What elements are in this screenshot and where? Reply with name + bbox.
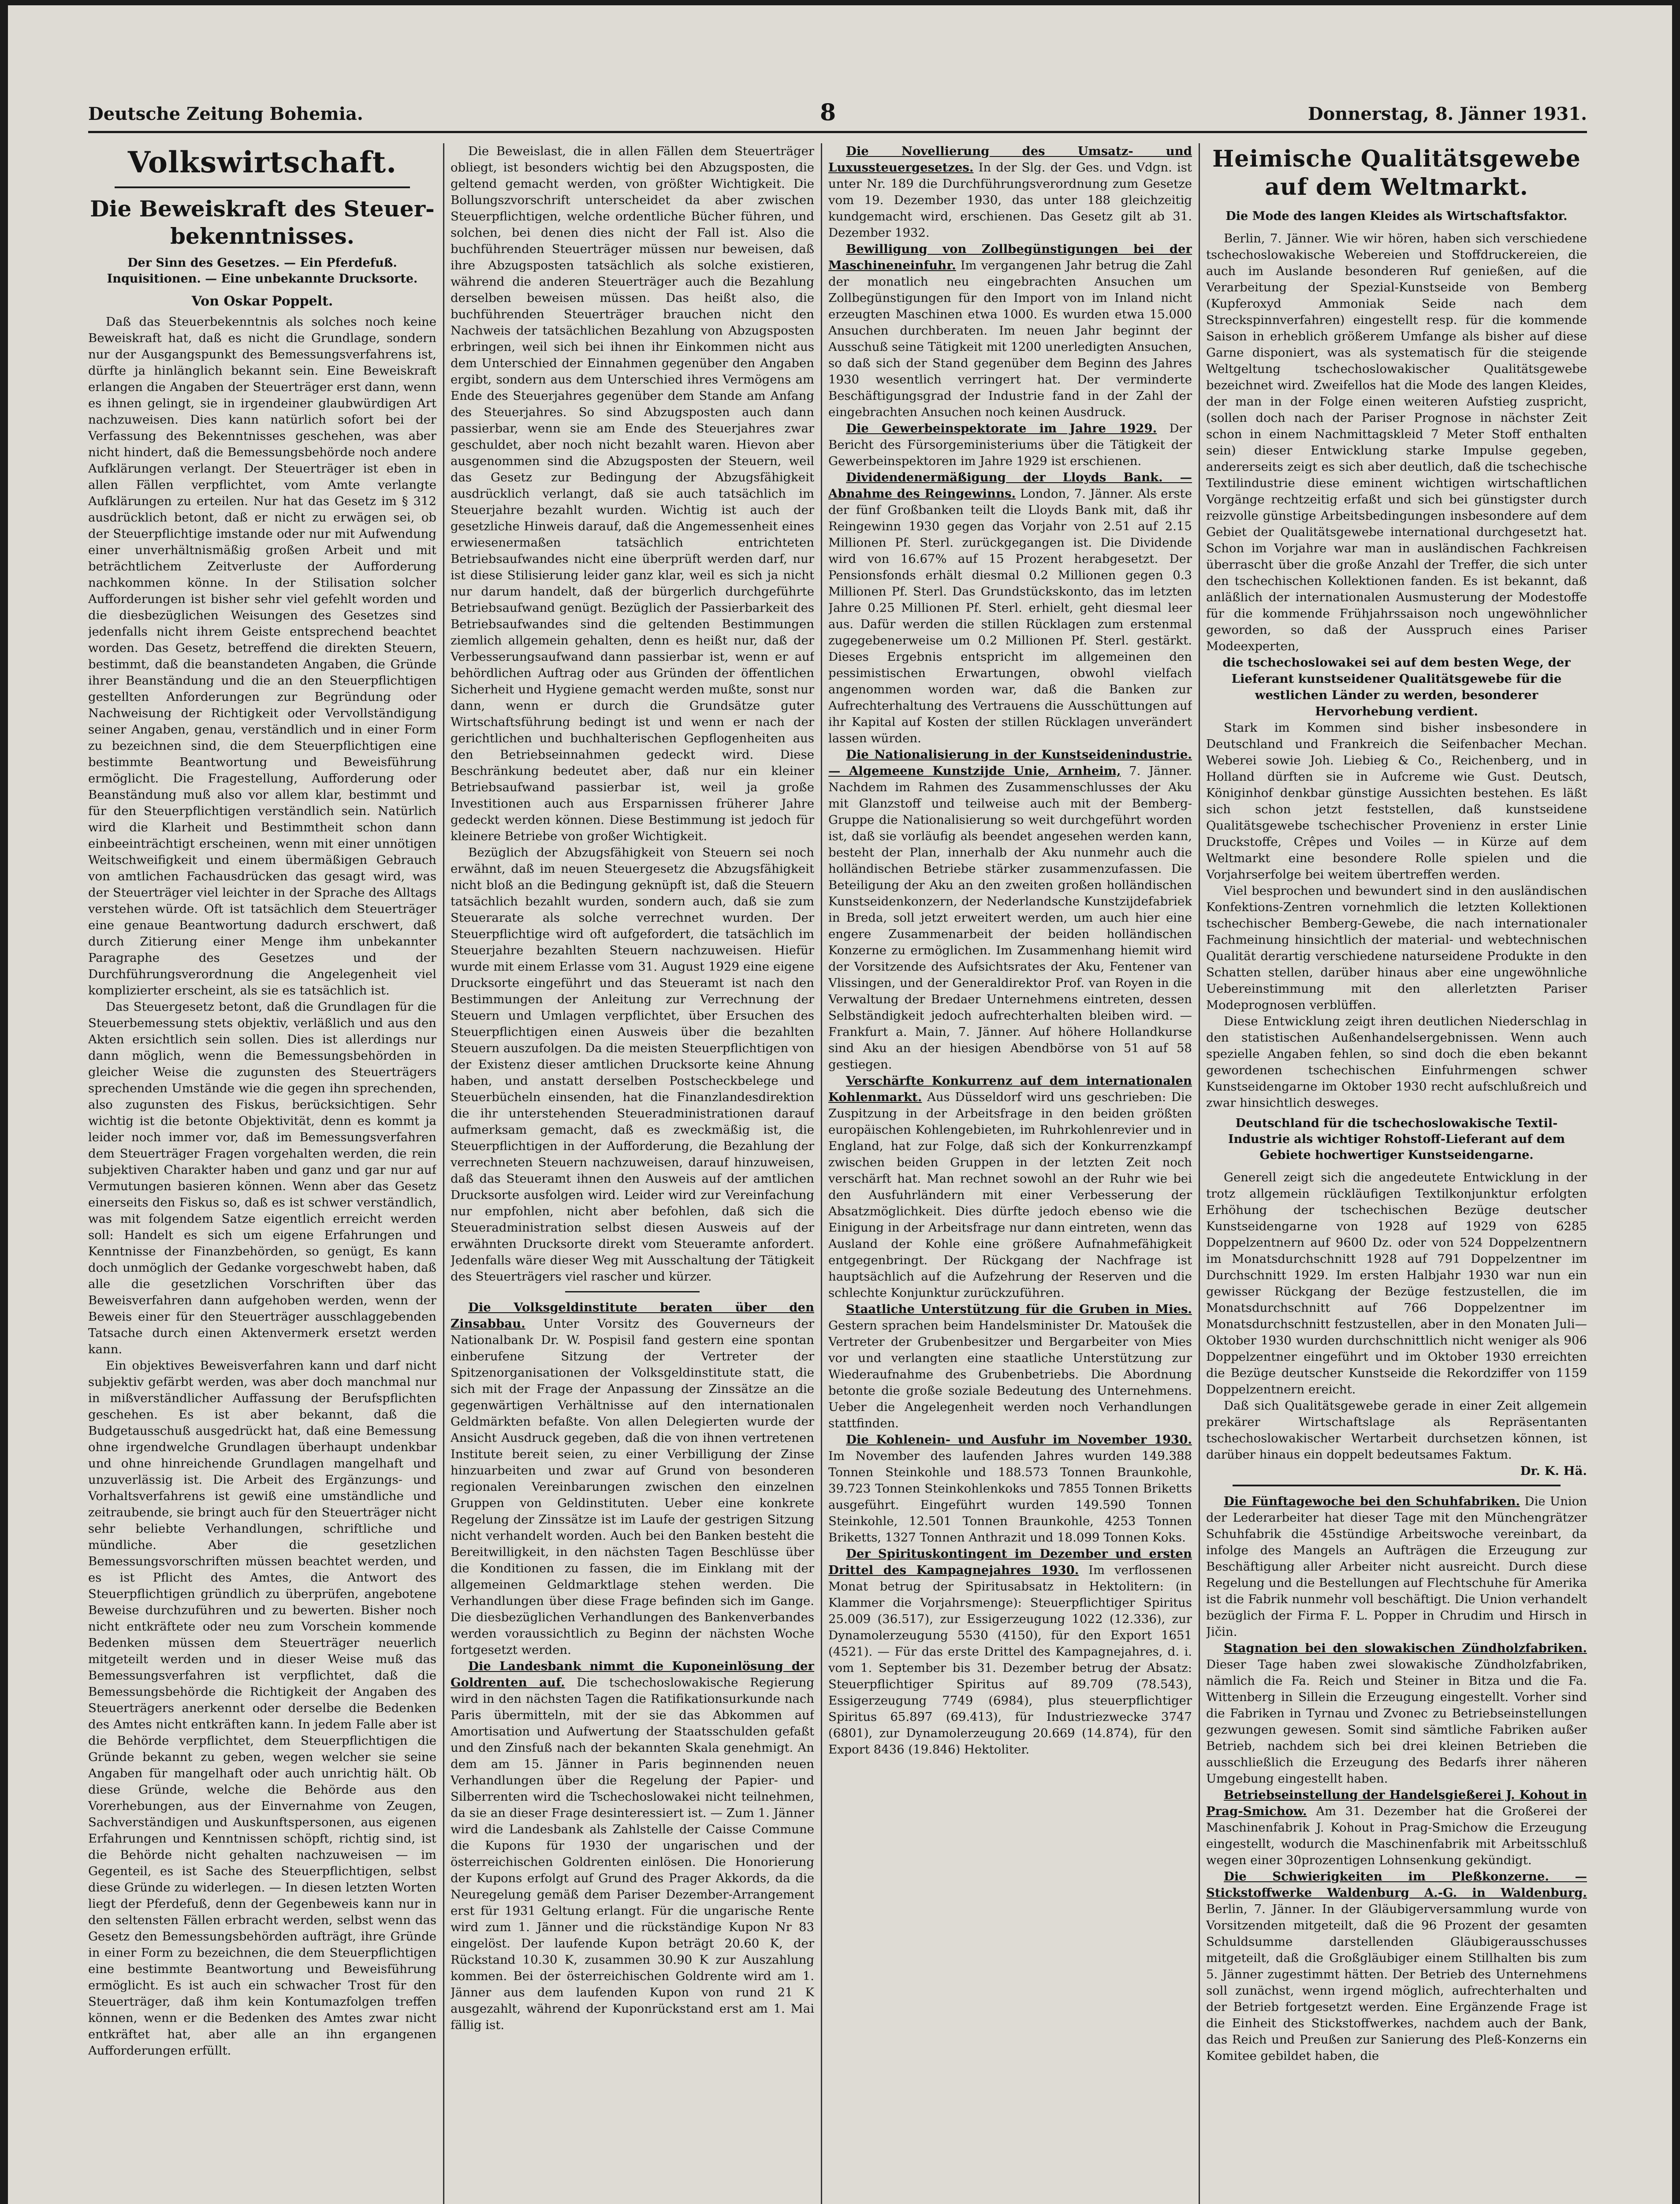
separator [565, 1291, 700, 1292]
paragraph: Daß sich Qualitätsgewebe gerade in einer Zeit allgemein prekärer Wirtschaftslage als Repräsentanten tschechoslowakischer Wertarbeit durchsetzen können, ist darüber hinaus ein doppelt bedeutsames Faktum. [1206, 1399, 1587, 1462]
news-headline: Deutschland für die tschechoslowakische Textil-Industrie als wichtiger Rohstoff-Lieferant auf dem Gebiete hochwertiger Kunstseidengarne. [1228, 1117, 1565, 1162]
news-item [1206, 1493, 1587, 1640]
news-item [828, 241, 1192, 421]
running-head [88, 99, 1587, 130]
news-body: Im November des laufenden Jahres wurden 149.388 Tonnen Steinkohle und 188.573 Tonnen Braunkohle, 39.723 Tonnen Steinkohlenkoks und 7855 Tonnen Briketts ausgeführt. Eingeführt wurden 149.590 Tonnen Steinkohle, 12.501 Tonnen Braunkohle, 4253 Tonnen Briketts, 1327 Tonnen Anthrazit und 18.099 Tonnen Koks. [828, 1449, 1192, 1545]
scan-edge-top [0, 0, 1680, 5]
news-body: Dieser Tage haben zwei slowakische Zündholzfabriken, nämlich die Fa. Reich und Steiner in Bitza und die Fa. Wittenberg in Sillein die Erzeugung eingestellt. Vorher sind die Fabriken in Tyrnau und Zvonec zu Betriebseinstellungen gezwungen gewesen. Somit sind sämtliche Fabriken außer Betrieb, nachdem sich bei drei kleinen Betrieben die ausschließlich die Erzeugung des Bedarfs ihrer näheren Umgebung eingestellt haben. [1206, 1657, 1587, 1786]
section-title: Volkswirtschaft. [127, 145, 397, 179]
news-item [828, 1301, 1192, 1432]
column-3 [828, 143, 1192, 2204]
news-item [1206, 1869, 1587, 2064]
paragraph: Berlin, 7. Jänner. Wie wir hören, haben sich verschiedene tschechoslowakische Webereien und Stoffdruckereien, die auch im Auslande besonderen Ruf genießen, auf die Verarbeitung der Spezial-Kunstseide von Bemberg (Kupferoxyd Ammoniak Seide nach dem Streckspinnverfahren) eingestellt resp. für die kommende Saison in erheblich größerem Umfange als bisher auf diese Garne disponiert, was als systematisch für die steigende Weltgeltung tschechoslowakischer Qualitätsgewebe bezeichnet wird. Zweifellos hat die Mode des langen Kleides, der man in der Folge einen weiteren Aufstieg zuspricht, (sollen doch nach der Pariser Prognose in nächster Zeit schon in einem Nachmittagskleid 7 Meter Stoff enthalten sein) dieser Entwicklung starke Impulse gegeben, andererseits zeigt es sich aber deutlich, daß die tschechische Textilindustrie diese eminent wichtigen wirtschaftlichen Vorgänge rechtzeitig erfaßt und sich bei günstigster durch reizvolle günstige Arbeitsbedingungen insbesondere auf dem Gebiet der Qualitätsgewebe international durchgesetzt hat. Schon im Vorjahre war man in ausländischen Fachkreisen überrascht über die große Anzahl der Treffer, die sich unter den tschechischen Kollektionen fanden. Es ist bekannt, daß anläßlich der internationalen Ausmusterung der Modestoffe für die kommende Frühjahrssaison noch ungewöhnlicher geworden, so daß der Ausspruch eines Pariser Modeexperten, [1206, 231, 1587, 653]
issue-date: Donnerstag, 8. Jänner 1931. [1307, 104, 1587, 124]
column-rule [1199, 143, 1200, 2204]
paragraph: Viel besprochen und bewundert sind in den ausländischen Konfektions-Zentren vornehmlich die letzten Kollektionen tschechischer Bemberg-Gewebe, die nach internationaler Fachmeinung hinsichtlich der material- und webtechnischen Qualität derartig verschiedene naturseidene Produkte in den Schatten stellen, darüber hinaus aber eine ungewöhnliche Uebereinstimmung mit den allerletzten Pariser Modeprognosen verblüffen. [1206, 884, 1587, 1012]
news-body: In der Slg. der Ges. und Vdgn. ist unter Nr. 189 die Durchführungsverordnung zum Gesetze vom 19. Dezember 1930, das unter 188 gleichzeitig kundgemacht wird, erschienen. Das Gesetz gilt ab 31. Dezember 1932. [828, 160, 1192, 240]
article-subtitle: Der Sinn des Gesetzes. — Ein Pferdefuß. Inquisitionen. — Eine unbekannte Drucksorte. [107, 256, 418, 286]
news-item [828, 469, 1192, 747]
header-rule [88, 131, 1587, 133]
article-title: Die Beweiskraft des Steuer-bekenntnisses. [90, 196, 435, 249]
paragraph: Daß das Steuerbekenntnis als solches noch keine Beweiskraft hat, daß es nicht die Grundlage, sondern nur der Ausgangspunkt des Bemessungsverfahrens ist, dürfte ja hinlänglich bekannt sein. Eine Beweiskraft erlangen die Angaben der Steuerträger erst dann, wenn es ihnen gelingt, sie in irgendeiner glaubwürdigen Art nachzuweisen. Dies kann natürlich sofort bei der Verfassung des Bekenntnisses geschehen, was aber nicht hindert, daß die Bemessungsbehörde noch andere Aufklärungen verlangt. Der Steuerträger ist eben in allen Fällen verpflichtet, vom Amte verlangte Aufklärungen zu erteilen. Nur hat das Gesetz im § 312 ausdrücklich betont, daß er nicht zu erwägen sei, ob der Steuerpflichtige imstande oder nur mit Aufwendung einer unverhältnismäßig großen Arbeit und mit beträchtlichem Zeitverluste der Aufforderung nachkommen könne. In der Stilisation solcher Aufforderungen ist bisher sehr viel gefehlt worden und die diesbezüglichen Weisungen des Gesetzes sind jedenfalls nicht ihrem Geiste entsprechend beachtet worden. Das Gesetz, betreffend die direkten Steuern, bestimmt, daß die beanstandeten Angaben, die Gründe ihrer Beanständung und die an den Steuerpflichtigen gestellten Anforderungen zur Begründung oder Nachweisung der Richtigkeit oder Vervollständigung seiner Angaben, genau, verständlich und in einer Form zu bezeichnen sind, die dem Steuerpflichtigen eine bestimmte Beantwortung und Beweisführung ermöglicht. Die Fragestellung, Aufforderung oder Beanständung muß also vor allem klar, bestimmt und für den Steuerpflichtigen verständlich sein. Natürlich wird die Klarheit und Bestimmtheit schon dann einbeeinträchtigt erscheinen, wenn mit einer unnötigen Weitschweifigkeit und einem übermäßigen Gebrauch von amtlichen Fachausdrücken das gesagt wird, was der Steuerträger viel leichter in der Sprache des Alltags verstehen würde. Oft ist tatsächlich dem Steuerträger eine genaue Beantwortung dadurch erschwert, daß durch Zitierung einer Menge ihm unbekannter Paragraphe des Gesetzes und der Durchführungsverordnung die Angelegenheit viel komplizierter erscheint, als sie es tatsächlich ist. [88, 315, 436, 998]
paragraph: Diese Entwicklung zeigt ihren deutlichen Niederschlag in den statistischen Außenhandelsergebnissen. Wenn auch spezielle Angaben fehlen, so sind doch die eben bekannt gewordenen tschechischen Einfuhrmengen schwer Kunstseidengarne im Oktober 1930 recht aufschlußreich und zwar hinsichtlich desweges. [1206, 1014, 1587, 1110]
news-headline: Die Nationalisierung in der Kunstseidenindustrie. — Algemeene Kunstzijde Unie, Arnheim, [828, 748, 1192, 778]
column-1 [88, 143, 436, 2204]
byline: Von Oskar Poppelt. [191, 294, 333, 309]
news-headline: Die Volksgeldinstitute beraten über den Zinsabbau. [451, 1300, 814, 1331]
column-4 [1206, 143, 1587, 2204]
news-item [828, 421, 1192, 469]
news-item [451, 1299, 814, 1658]
paragraph: Die Beweislast, die in allen Fällen dem Steuerträger obliegt, ist besonders wichtig bei den Abzugsposten, die geltend gemacht werden, von größter Wichtigkeit. Die Bollungszvorschrift unterscheidet da aber zwischen Steuerpflichtigen, welche ordentliche Bücher führen, und solchen, bei denen dies nicht der Fall ist. Also die buchführenden Steuerträger müssen nur beweisen, daß ihre Abzugsposten tatsächlich als solche existieren, während die anderen Steuerträger auch die Bezahlung derselben beweisen müssen. Das heißt also, die buchführenden Steuerträger brauchen nicht den Nachweis der tatsächlichen Bezahlung von Abzugsposten erbringen, weil sich bei ihnen ihr Einkommen nicht aus dem Unterschied der Einnahmen gegenüber den Angaben ergibt, sondern aus dem Unterschied ihres Vermögens am Ende des Steuerjahres gegenüber dem Stande am Anfang des Steuerjahres. So sind Abzugsposten auch dann passierbar, wenn sie am Ende des Steuerjahres zwar geschuldet, aber noch nicht bezahlt waren. Hievon aber ausgenommen sind die Abzugsposten der Steuern, weil das Gesetz zur Bedingung der Abzugsfähigkeit ausdrücklich verlangt, daß sie auch tatsächlich im Steuerjahre bezahlt wurden. Wichtig ist auch der gesetzliche Hinweis darauf, daß die Angemessenheit eines erwiesenermaßen tatsächlich entrichteten Betriebsaufwandes nicht eine überprüft werden darf, nur ist diese Stilisierung leider ganz klar, weil es sich ja nicht nur darum handelt, daß der bürgerlich durchgeführte Betriebsaufwand genügt. Bezüglich der Passierbarkeit des Betriebsaufwandes sind die geltenden Bestimmungen ziemlich allgemein gehalten, denn es heißt nur, daß der Verbesserungsaufwand dann passierbar ist, wenn er auf behördlichen Auftrag oder aus Gründen der öffentlichen Sicherheit und Hygiene gemacht werden mußte, sonst nur dann, wenn er durch die Grundsätze guter Wirtschaftsführung bedingt ist und wenn er nach der gerichtlichen und buchhalterischen Gepflogenheiten aus den Betriebseinnahmen gedeckt wird. Diese Beschränkung bedeutet aber, daß nur ein kleiner Betriebsaufwand passierbar ist, weil ja große Investitionen auch aus Ersparnissen früherer Jahre gedeckt werden können. Diese Bestimmung ist jedoch für kleinere Betriebe von großer Wichtigkeit. [451, 144, 814, 843]
news-headline: Staatliche Unterstützung für die Gruben in Mies. [846, 1302, 1192, 1316]
news-headline: Stagnation bei den slowakischen Zündholzfabriken. [1224, 1641, 1587, 1655]
news-headline: Dividendenermäßigung der Lloyds Bank. — Abnahme des Reingewinns. [828, 470, 1192, 501]
news-body: Im vergangenen Jahr betrug die Zahl der monatlich neu eingebrachten Ansuchen um Zollbegünstigungen für den Import von im Inland nicht erzeugten Maschinen etwa 1000. Es wurden etwa 15.000 Ansuchen durchberaten. Im neuen Jahr beginnt der Ausschuß seine Tätigkeit mit 1200 unerledigten Ansuchen, so daß sich der Stand gegenüber dem Beginn des Jahres 1930 wesentlich verringert hat. Der verminderte Beschäftigungsgrad der Industrie fand in der Zahl der eingebrachten Ansuchen noch keinen Ausdruck. [828, 258, 1192, 419]
paragraph: Ein objektives Beweisverfahren kann und darf nicht subjektiv gefärbt werden, was aber doch manchmal nur in mißverständlicher Auffassung der Berufspflichten geschehen. Es ist aber bekannt, daß die Budgetausschuß ausgedrückt hat, daß eine Bemessung ohne irgendwelche Grundlagen überhaupt undenkbar und ohne hinreichende Grundlagen mangelhaft und unzuverlässig ist. Die Arbeit des Ergänzungs- und Vorhaltsverfahrens ist gewiß eine umständliche und zeitraubende, sie bringt auch für den Steuerträger nicht sehr beliebte Verhandlungen, schriftliche und mündliche. Aber die gesetzlichen Bemessungsvorschriften müssen beachtet werden, und es ist Pflicht des Amtes, die Antwort des Steuerpflichtigen gründlich zu überprüfen, angebotene Beweise durchzuführen und zu bewerten. Bisher noch nicht entkräftete oder neu zum Vorschein kommende Bedenken müssen dem Steuerträger neuerlich mitgeteilt werden und in dieser Weise muß das Bemessungsverfahren ist verpflichtet, daß die Bemessungsbehörde die Richtigkeit der Angaben des Steuerträgers anerkennt oder derselbe die Bedenken des Amtes nicht entkräften kann. In jedem Falle aber ist die Behörde verpflichtet, dem Steuerpflichtigen die Gründe bekannt zu geben, wegen welcher sie seine Angaben für mangelhaft oder auch unrichtig hält. Ob diese Gründe, welche die Behörde aus den Vorerhebungen, aus der Einvernahme von Zeugen, Sachverständigen und Auskunftspersonen, aus eigenen Erfahrungen und Kenntnissen schöpft, richtig sind, ist die Behörde nicht gehalten nachzuweisen — im Gegenteil, es ist Sache des Steuerpflichtigen, selbst diese Gründe zu widerlegen. — In diesen letzten Worten liegt der Pferdefuß, denn der Gegenbeweis kann nur in den seltensten Fällen erbracht werden, selbst wenn das Gesetz den Bemessungsbehörden aufträgt, ihre Gründe in einer Form zu bezeichnen, die dem Steuerpflichtigen eine bestimmte Beantwortung und Beweisführung ermöglicht. Es ist auch ein schwacher Trost für den Steuerträger, daß ihm kein Kontumazfolgen treffen können, wenn er die Bedenken des Amtes zwar nicht entkräftet hat, aber alle an ihn ergangenen Aufforderungen erfüllt. [88, 1359, 436, 2058]
separator [1233, 1485, 1561, 1486]
news-body: 7. Jänner. Nachdem im Rahmen des Zusammenschlusses der Aku mit Glanzstoff und teilweise auch mit der Bemberg-Gruppe die Nationalisierung so weit durchgeführt worden ist, daß sie vorläufig als beendet angesehen werden kann, besteht der Plan, innerhalb der Aku nunmehr auch die holländischen Betriebe stärker zusammenzufassen. Die Beteiligung der Aku an den zweiten großen holländischen Kunstseidenkonzern, der Nederlandsche Kunstzijdefabriek in Breda, soll jetzt erweitert werden, um auch hier eine engere Zusammenarbeit der beiden holländischen Konzerne zu ermöglichen. Im Zusammenhang hiemit wird der Vorsitzende des Aufsichtsrates der Aku, Fentener van Vlissingen, und der Generaldirektor Prof. van Royen in die Verwaltung der Bredaer Unternehmens eintreten, dessen Selbständigkeit jedoch aufrechterhalten bleiben wird. — Frankfurt a. Main, 7. Jänner. Auf höhere Hollandkurse sind Aku an der hiesigen Abendbörse von 51 auf 58 gestiegen. [828, 764, 1192, 1072]
news-body: Aus Düsseldorf wird uns geschrieben: Die Zuspitzung in der Arbeitsfrage in den beiden größten europäischen Kohlengebieten, im Ruhrkohlenrevier und in England, hat zur Folge, daß sich der Konkurrenzkampf zwischen beiden Gruppen in der letzten Zeit noch verschärft hat. Man rechnet sowohl an der Ruhr wie bei den Ausfuhrländern mit einer Verbesserung der Absatzmöglichkeit. Dies dürfte jedoch ebenso wie die Einigung in der Arbeitsfrage nur dann eintreten, wenn das Ausland der Kohle eine größere Aufnahmefähigkeit entgegenbringt. Der Rückgang der Nachfrage ist hauptsächlich auf die Aufzehrung der Reserven und die schlechte Konjunktur zurückzuführen. [828, 1090, 1192, 1300]
highlighted-quote: die tschechoslowakei sei auf dem besten Wege, der Lieferant kunstseidener Qualitätsgewebe für die westlichen Länder zu werden, besonderer Hervorhebung verdient. [1222, 655, 1571, 719]
news-body: Am 31. Dezember hat die Großerei der Maschinenfabrik J. Kohout in Prag-Smichow die Erzeugung eingestellt, wodurch die Maschinenfabrik mit Arbeitsschluß wegen einer 30prozentigen Lohnsenkung gekündigt. [1206, 1804, 1587, 1867]
news-item [451, 1658, 814, 2033]
paragraph: Stark im Kommen sind bisher insbesondere in Deutschland und Frankreich die Seifenbacher Mechan. Weberei sowie Joh. Liebieg & Co., Reichenberg, und in Holland dürften sie in Aufcreme wie Gust. Deutsch, Königinhof denkbar günstige Aussichten bestehen. Es läßt sich schon jetzt feststellen, daß kunstseidene Qualitätsgewebe tschechischer Provenienz in erster Linie Druckstoffe, Crêpes und Voiles — in Kürze auf dem Weltmarkt eine besondere Rolle spielen und die Vorjahrserfolge bei weitem übertreffen werden. [1206, 721, 1587, 882]
news-headline: Die Schwierigkeiten im Pleßkonzerne. — Stickstoffwerke Waldenburg A.-G. in Waldenburg. [1206, 1869, 1587, 1900]
news-headline: Die Gewerbeinspektorate im Jahre 1929. [846, 421, 1157, 436]
news-item [828, 1432, 1192, 1546]
newspaper-page [88, 99, 1587, 2204]
news-body: London, 7. Jänner. Als erste der fünf Großbanken teilt die Lloyds Bank mit, daß ihr Reingewinn 1930 gegen das Vorjahr von 2.51 auf 2.15 Millionen Pf. Sterl. zurückgegangen ist. Die Dividende wird von 16.67% auf 15 Prozent herabgesetzt. Der Pensionsfonds erhält diesmal 0.2 Millionen gegen 0.3 Millionen Pf. Sterl. Das Grundstückskonto, das im letzten Jahre 0.25 Millionen Pf. Sterl. erhielt, geht diesmal leer aus. Dafür werden die stillen Rücklagen zum erstenmal zugegebenerweise um 0.2 Millionen Pf. Sterl. gestärkt. Dieses Ergebnis entspricht im allgemeinen den pessimistischen Erwartungen, obwohl vielfach angenommen worden war, daß die Banken zur Aufrechterhaltung des Vertrauens die Ausschüttungen auf ihr Kapital auf Kosten der stillen Rücklagen unverändert lassen würden. [828, 487, 1192, 745]
news-body: Die tschechoslowakische Regierung wird in den nächsten Tagen die Ratifikationsurkunde nach Paris übermitteln, mit der sie das Abkommen auf Amortisation und Aufwertung der Staatsschulden gefaßt und den Zinsfuß nach der bekannten Skala genehmigt. An dem am 15. Jänner in Paris beginnenden neuen Verhandlungen über die Regelung der Papier- und Silberrenten wird die Tschechoslowakei nicht teilnehmen, da sie an dieser Frage desinteressiert ist. — Zum 1. Jänner wird die Landesbank als Zahlstelle der Caisse Commune die Kupons für 1930 der ungarischen und der österreichischen Goldrenten einlösen. Die Honorierung der Kupons erfolgt auf Grund des Prager Akkords, da die Neuregelung gemäß dem Pariser Dezember-Arrangement erst für 1931 Geltung erlangt. Für die ungarische Rente wird zum 1. Jänner und die rückständige Kupon Nr 83 eingelöst. Der laufende Kupon beträgt 20.60 K, der Rückstand 10.30 K, zusammen 30.90 K zur Auszahlung kommen. Bei der österreichischen Goldrente wird am 1. Jänner aus dem laufenden Kupon von rund 21 K ausgezahlt, während der Kuponrückstand erst am 1. Mai fällig ist. [451, 1675, 814, 2032]
separator [115, 186, 410, 188]
column-rule [821, 143, 822, 2204]
news-headline: Die Landesbank nimmt die Kuponeinlösung der Goldrenten auf. [451, 1659, 814, 1690]
news-headline: Die Kohlenein- und Ausfuhr im November 1930. [846, 1433, 1192, 1447]
paper-name: Deutsche Zeitung Bohemia. [88, 104, 363, 124]
news-item [828, 1073, 1192, 1301]
news-body: Unter Vorsitz des Gouverneurs der Nationalbank Dr. W. Pospisil fand gestern eine spontan einberufene Sitzung der Vertreter der Spitzenorganisationen der Volksgeldinstitute statt, die sich mit der Frage der Anpassung der Zinssätze an die gegenwärtigen Verhältnisse auf den internationalen Geldmärkten befaßte. Von allen Delegierten wurde der Ansicht Ausdruck gegeben, daß die von ihnen vertretenen Institute bereit seien, zu einer Verbilligung der Zinse hinzuarbeiten und zwar auf Grund von besonderen regionalen Vereinbarungen zwischen den einzelnen Gruppen von Geldinstituten. Ueber eine konkrete Regelung der Zinssätze ist im Laufe der gestrigen Sitzung nicht verhandelt worden. Auch bei den Banken besteht die Bereitwilligkeit, in den nächsten Tagen Beschlüsse über die Konditionen zu fassen, die im Einklang mit der allgemeinen Geldmarktlage stehen werden. Die Verhandlungen über diese Frage befinden sich im Gange. Die diesbezüglichen Verhandlungen des Bankenverbandes werden voraussichtlich zu Beginn der nächsten Woche fortgesetzt werden. [451, 1317, 814, 1657]
news-headline: Bewilligung von Zollbegünstigungen bei der Maschineneinfuhr. [828, 242, 1192, 272]
paragraph: Generell zeigt sich die angedeutete Entwicklung in der trotz allgemein rückläufigen Textilkonjunktur erfolgten Erhöhung der tschechischen Bezüge deutscher Kunstseidengarne von 1928 auf 1929 von 6285 Doppelzentnern auf 9600 Dz. oder von 524 Doppelzentnern im Monatsdurchschnitt 1928 auf 791 Doppelzentner im Durchschnitt 1929. Im ersten Halbjahr 1930 war nun ein gewisser Rückgang der Bezüge festzustellen, die im Monatsdurchschnitt auf 766 Doppelzentner im Monatsdurchschnitt festzustellen, aber in den Monaten Juli—Oktober 1930 wurden durchschnittlich nicht weniger als 906 Doppelzentner eingeführt und im Oktober 1930 erreichten die Bezüge deutscher Kunstseide die Rekordziffer von 1159 Doppelzentnern ereicht. [1206, 1170, 1587, 1396]
news-item [828, 747, 1192, 1073]
column-rule [443, 143, 444, 2204]
news-headline: Verschärfte Konkurrenz auf dem internationalen Kohlenmarkt. [828, 1074, 1192, 1104]
news-item [828, 1546, 1192, 1758]
news-body: Im verflossenen Monat betrug der Spiritusabsatz in Hektolitern: (in Klammer die Vorjahrsmenge): Steuerpflichtiger Spiritus 25.009 (36.517), zur Essigerzeugung 1022 (12.336), zur Dynamolerzeugung 5530 (4150), für den Export 1651 (4521). — Für das erste Drittel des Kampagnejahres, d. i. vom 1. September bis 31. Dezember betrug der Absatz: Steuerpflichtiger Spiritus auf 89.709 (78.543), Essigerzeugung 7749 (6984), plus steuerpflichtiger Spiritus 65.897 (69.413), für Industriezwecke 3747 (6801), zur Dynamolerzeugung 20.669 (14.874), für den Export 8436 (19.846) Hektoliter. [828, 1563, 1192, 1757]
article-title: Heimische Qualitätsgewebe auf dem Weltmarkt. [1212, 145, 1581, 201]
news-body: Gestern sprachen beim Handelsminister Dr. Matoušek die Vertreter der Grubenbesitzer und Bergarbeiter von Mies vor und verlangten eine staatliche Unterstützung zur Wiederaufnahme des Grubenbetriebs. Die Abordnung betonte die große soziale Bedeutung des Unternehmens. Ueber die Angelegenheit werden noch Verhandlungen stattfinden. [828, 1318, 1192, 1430]
news-body: Die Union der Lederarbeiter hat dieser Tage mit den Münchengrätzer Schuhfabrik die 45stündige Arbeitswoche vereinbart, da infolge des Mangels an Aufträgen die Erzeugung zur Beschäftigung aller Arbeiter nicht ausreicht. Durch diese Regelung und die Bestellungen auf Flechtschuhe für Amerika ist die Fabrik nunmehr voll beschäftigt. Die Union verhandelt bezüglich der Firma F. L. Popper in Chrudim und Hirsch in Jičin. [1206, 1494, 1587, 1639]
column-2 [451, 143, 814, 2204]
scan-edge-right [1672, 0, 1680, 2204]
news-headline: Die Fünftagewoche bei den Schuhfabriken. [1224, 1494, 1520, 1508]
news-body: Berlin, 7. Jänner. In der Gläubigerversammlung wurde von Vorsitzenden mitgeteilt, daß die 96 Prozent der gesamten Schuldsumme darstellenden Gläubigerausschusses mitgeteilt, daß die Großgläubiger einem Stillhalten bis zum 5. Jänner zugestimmt hätten. Der Betrieb des Unternehmens soll zunächst, wenn irgend möglich, aufrechterhalten und der Betrieb fortgesetzt werden. Eine Ergänzende Frage ist die Einheit des Stickstoffwerkes, nachdem auch der Bank, das Reich und Preußen zur Sanierung des Pleß-Konzerns ein Komitee gebildet haben, die [1206, 1902, 1587, 2063]
article-subtitle: Die Mode des langen Kleides als Wirtschaftsfaktor. [1226, 209, 1568, 223]
paragraph: Das Steuergesetz betont, daß die Grundlagen für die Steuerbemessung stets objektiv, verläßlich und aus den Akten ersichtlich sein sollen. Dies ist allerdings nur dann möglich, wenn die Bemessungsbehörden in gleicher Weise die zugunsten des Steuerträgers sprechenden Umstände wie die gegen ihn sprechenden, also zugunsten des Fiskus, berücksichtigen. Sehr wichtig ist die betonte Objektivität, denn es kommt ja leider noch immer vor, daß im Bemessungsverfahren dem Steuerträger Fragen vorgehalten werden, die rein subjektiven Charakter haben und ganz und gar nur auf Vermutungen basieren können. Wenn aber das Gesetz einerseits den Fiskus so, daß es ist schwer verständlich, was mit folgendem Satze eigentlich erreicht werden soll: Handelt es sich um eigene Erfahrungen und Kenntnisse der Finanzbehörden, so genügt, Es kann doch unmöglich der Gedanke vorgeschwebt haben, daß alle die gesetzlichen Vorschriften über das Beweisverfahren dann aufgehoben werden, wenn der Beweis einer für den Steuerträger ausschlaggebenden Tatsache durch einen Aktenvermerk ersetzt werden kann. [88, 1000, 436, 1356]
news-headline: Die Novellierung des Umsatz- und Luxussteuergesetzes. [828, 144, 1192, 175]
author-signature: Dr. K. Hä. [1520, 1464, 1587, 1478]
news-item [828, 143, 1192, 241]
news-item [1206, 1787, 1587, 1869]
scan-edge-left [0, 0, 8, 2204]
news-headline: Betriebseinstellung der Handelsgießerei J. Kohout in Prag-Smichow. [1206, 1788, 1587, 1818]
page-number: 8 [820, 99, 836, 126]
news-body: Der Bericht des Fürsorgeministeriums über die Tätigkeit der Gewerbeinspektoren im Jahre 1929 ist erschienen. [828, 421, 1192, 468]
paragraph: Bezüglich der Abzugsfähigkeit von Steuern sei noch erwähnt, daß im neuen Steuergesetz die Abzugsfähigkeit nicht bloß an die Bedingung geknüpft ist, daß die Steuern tatsächlich bezahlt wurden, sondern auch, daß sie zum Steuerarate als solche verrechnet wurden. Der Steuerpflichtige wird oft aufgefordert, die tatsächlich im Steuerjahre bezahlten Steuern nachzuweisen. Hiefür wurde mit einem Erlasse vom 31. August 1929 eine eigene Drucksorte eingeführt und das Steueramt ist nach den Bestimmungen der Anleitung zur Verrechnung der Steuern und Umlagen verpflichtet, über Ersuchen des Steuerpflichtigen einen Ausweis über die bezahlten Steuern auszufolgen. Da die meisten Steuerpflichtigen von der Existenz dieser amtlichen Drucksorte keine Ahnung haben, und anstatt derselben Postscheckbelege und Steuerbücheln einsenden, hat die Finanzlandesdirektion die ihr unterstehenden Steueradministrationen darauf aufmerksam gemacht, daß es zweckmäßig ist, die Steuerpflichtigen in der Aufforderung, die Bezahlung der verrechneten Steuern nachzuweisen, darauf hinzuweisen, daß das Steueramt ihnen den Ausweis auf der amtlichen Drucksorte ausfolgen wird. Leider wird zur Vereinfachung nur empfohlen, nicht aber befohlen, daß sich die Steueradministration selbst diesen Ausweis auf der erwähnten Drucksorte direkt vom Steueramte anfordert. Jedenfalls wäre dieser Weg mit Ausschaltung der Tätigkeit des Steuerträgers viel rascher und kürzer. [451, 845, 814, 1284]
news-item [1206, 1640, 1587, 1787]
news-headline: Der Spirituskontingent im Dezember und ersten Drittel des Kampagnejahres 1930. [828, 1547, 1192, 1577]
